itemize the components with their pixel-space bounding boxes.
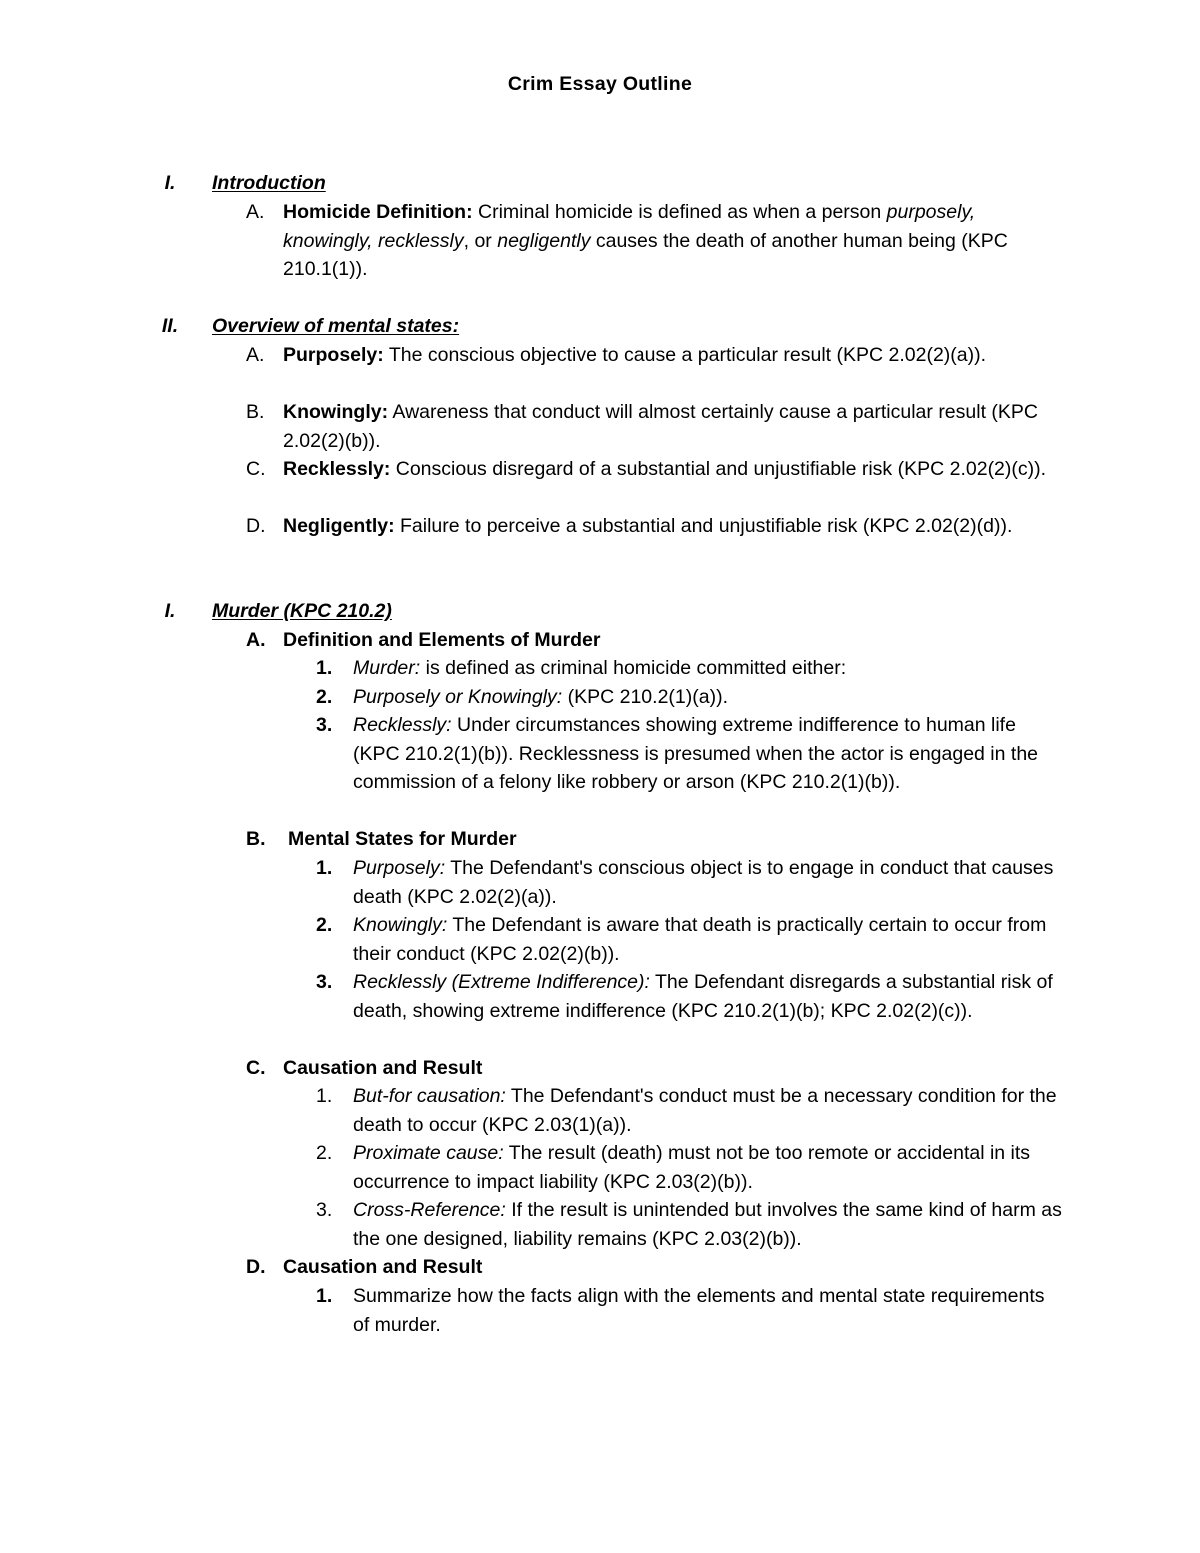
section-heading: Introduction: [212, 172, 326, 194]
point-number: 2.: [316, 1142, 333, 1164]
section-number: I.: [164, 172, 176, 194]
point-text: Murder: is defined as criminal homicide committed either:: [353, 657, 847, 679]
subsection-label: D.: [246, 1256, 266, 1278]
point-text: Knowingly: The Defendant is aware that death is practically certain to occur from their conduct (KPC 2.02(2)(b)).: [353, 914, 1047, 965]
item-label: D.: [246, 515, 266, 537]
point-text: Recklessly (Extreme Indifference): The Defendant disregards a substantial risk of death, showing extreme indifference (KPC 210.2(1)(b); KPC 2.02(2)(c)).: [353, 971, 1053, 1022]
point-number: 3.: [316, 1199, 333, 1221]
item-text: Homicide Definition: Criminal homicide is defined as when a person purposely, knowingly, recklessly, or negligently causes the death of another human being (KPC 210.1(1)).: [283, 201, 1008, 281]
point-text: Cross-Reference: If the result is unintended but involves the same kind of harm as the one designed, liability remains (KPC 2.03(2)(b)).: [353, 1199, 1062, 1250]
point-number: 1.: [316, 657, 333, 679]
section-heading: Overview of mental states:: [212, 315, 460, 337]
point-text: Summarize how the facts align with the elements and mental state requirements of murder.: [353, 1285, 1045, 1336]
item-text: Purposely: The conscious objective to cause a particular result (KPC 2.02(2)(a)).: [283, 344, 987, 366]
point-number: 1.: [316, 1085, 333, 1107]
item-text: Negligently: Failure to perceive a substantial and unjustifiable risk (KPC 2.02(2)(d)).: [283, 515, 1013, 537]
subsection-title: Causation and Result: [283, 1057, 483, 1079]
section-heading: Murder (KPC 210.2): [212, 600, 392, 622]
subsection-label: B.: [246, 828, 266, 850]
section-number: I.: [164, 600, 176, 622]
subsection-label: A.: [246, 629, 266, 651]
point-number: 2.: [316, 914, 333, 936]
point-number: 1.: [316, 857, 333, 879]
point-text: Proximate cause: The result (death) must not be too remote or accidental in its occurrence to impact liability (KPC 2.03(2)(b)).: [353, 1142, 1031, 1193]
item-label: A.: [246, 344, 265, 366]
item-label: C.: [246, 458, 266, 480]
item-text: Recklessly: Conscious disregard of a substantial and unjustifiable risk (KPC 2.02(2)(c)).: [283, 458, 1047, 480]
point-number: 2.: [316, 686, 333, 708]
document-title: Crim Essay Outline: [507, 73, 693, 95]
item-label: B.: [246, 401, 265, 423]
item-text: Knowingly: Awareness that conduct will almost certainly cause a particular result (KPC 2.02(2)(b)).: [283, 401, 1039, 452]
point-text: Purposely or Knowingly: (KPC 210.2(1)(a)).: [353, 686, 728, 708]
section-number: II.: [161, 315, 179, 337]
subsection-title: Mental States for Murder: [288, 828, 517, 850]
item-label: A.: [246, 201, 265, 223]
point-text: But-for causation: The Defendant's conduct must be a necessary condition for the death to occur (KPC 2.03(1)(a)).: [353, 1085, 1057, 1136]
point-number: 1.: [316, 1285, 333, 1307]
point-number: 3.: [316, 714, 333, 736]
subsection-title: Definition and Elements of Murder: [283, 629, 601, 651]
subsection-label: C.: [246, 1057, 266, 1079]
point-number: 3.: [316, 971, 333, 993]
point-text: Purposely: The Defendant's conscious object is to engage in conduct that causes death (KPC 2.02(2)(a)).: [353, 857, 1054, 908]
point-text: Recklessly: Under circumstances showing extreme indifference to human life (KPC 210.2(1)(b)). Recklessness is presumed when the actor is engaged in the commission of a felony like robbery or arson (KPC 210.2(1)(b)).: [353, 714, 1039, 794]
subsection-title: Causation and Result: [283, 1256, 483, 1278]
